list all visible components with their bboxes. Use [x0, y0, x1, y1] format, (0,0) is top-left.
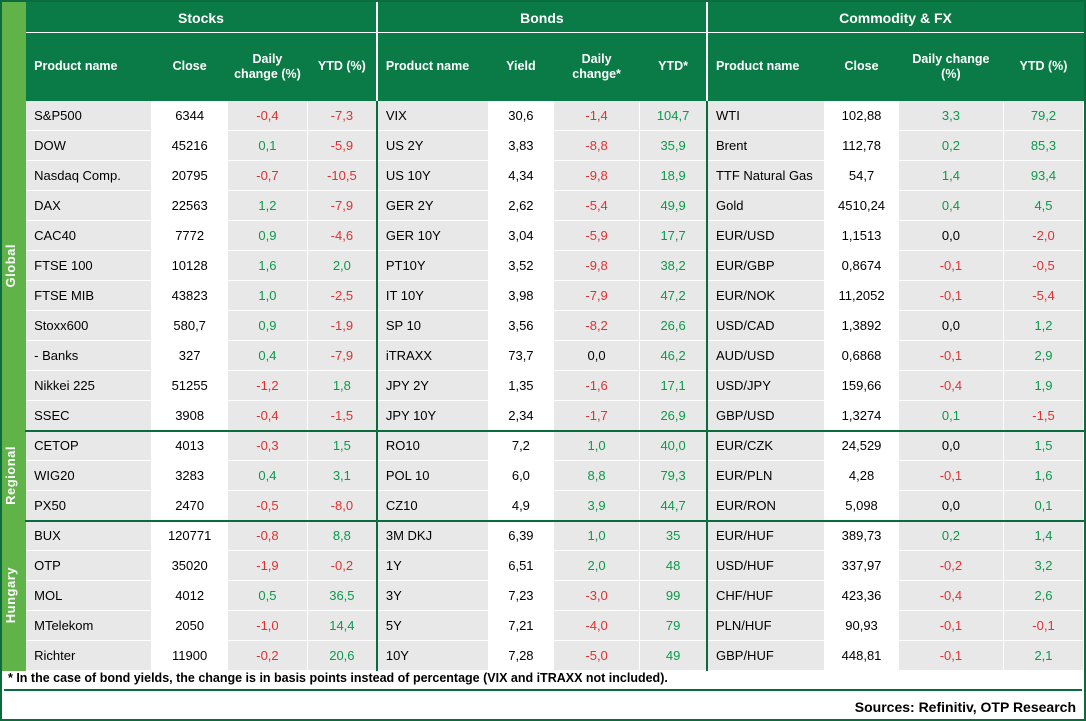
bonds-product-name: 10Y [377, 641, 488, 671]
fx-value: 448,81 [825, 641, 899, 671]
corner-cell [3, 3, 26, 33]
stocks-ytd: 3,1 [307, 461, 376, 491]
fx-ytd: 93,4 [1003, 161, 1083, 191]
stocks-value: 51255 [152, 371, 228, 401]
bonds-daily-change: -9,8 [553, 161, 639, 191]
group-header-row [3, 3, 1084, 33]
group-header-commodity-fx: Commodity & FX [707, 3, 1084, 33]
fx-value: 4,28 [825, 461, 899, 491]
stocks-ytd: 20,6 [307, 641, 376, 671]
bonds-ytd: 104,7 [640, 101, 707, 131]
bonds-ytd: 47,2 [640, 281, 707, 311]
fx-product-name: TTF Natural Gas [707, 161, 825, 191]
stocks-product-name: CAC40 [26, 221, 152, 251]
sources-text: Sources: Refinitiv, OTP Research [854, 699, 1076, 715]
bonds-daily-change: 8,8 [553, 461, 639, 491]
stocks-ytd: -5,9 [307, 131, 376, 161]
stocks-product-name: Nasdaq Comp. [26, 161, 152, 191]
table-row [3, 461, 1084, 491]
bonds-product-name: JPY 2Y [377, 371, 488, 401]
bonds-value: 7,23 [488, 581, 553, 611]
col-fx-ytd: YTD (%) [1003, 33, 1083, 101]
stocks-product-name: Stoxx600 [26, 311, 152, 341]
stocks-product-name: FTSE 100 [26, 251, 152, 281]
table-row [3, 371, 1084, 401]
stocks-value: 2050 [152, 611, 228, 641]
fx-ytd: 1,9 [1003, 371, 1083, 401]
table-row [3, 551, 1084, 581]
bonds-value: 3,98 [488, 281, 553, 311]
bonds-daily-change: 0,0 [553, 341, 639, 371]
fx-daily-change: 3,3 [898, 101, 1003, 131]
table-row [3, 101, 1084, 131]
bonds-value: 4,9 [488, 491, 553, 521]
fx-ytd: -0,5 [1003, 251, 1083, 281]
bonds-value: 7,2 [488, 431, 553, 461]
bonds-ytd: 26,6 [640, 311, 707, 341]
bonds-daily-change: -7,9 [553, 281, 639, 311]
fx-value: 112,78 [825, 131, 899, 161]
fx-product-name: USD/HUF [707, 551, 825, 581]
stocks-daily-change: 0,9 [228, 311, 308, 341]
section-band-regional [3, 431, 26, 521]
stocks-product-name: Nikkei 225 [26, 371, 152, 401]
fx-product-name: AUD/USD [707, 341, 825, 371]
bonds-value: 7,21 [488, 611, 553, 641]
fx-ytd: -5,4 [1003, 281, 1083, 311]
bonds-ytd: 35,9 [640, 131, 707, 161]
table-row [3, 341, 1084, 371]
table-row [3, 491, 1084, 521]
bonds-product-name: RO10 [377, 431, 488, 461]
bonds-value: 3,04 [488, 221, 553, 251]
bonds-value: 6,39 [488, 521, 553, 551]
fx-value: 423,36 [825, 581, 899, 611]
section-band-label: Hungary [3, 567, 18, 624]
stocks-daily-change: -0,7 [228, 161, 308, 191]
bonds-product-name: VIX [377, 101, 488, 131]
fx-daily-change: -0,4 [898, 581, 1003, 611]
stocks-product-name: DAX [26, 191, 152, 221]
fx-daily-change: -0,1 [898, 611, 1003, 641]
stocks-daily-change: -0,4 [228, 401, 308, 431]
stocks-value: 3908 [152, 401, 228, 431]
fx-value: 24,529 [825, 431, 899, 461]
bonds-product-name: 1Y [377, 551, 488, 581]
col-bonds-ytd: YTD* [640, 33, 707, 101]
bonds-product-name: JPY 10Y [377, 401, 488, 431]
fx-ytd: 1,4 [1003, 521, 1083, 551]
bonds-daily-change: -1,7 [553, 401, 639, 431]
stocks-ytd: -4,6 [307, 221, 376, 251]
fx-daily-change: -0,1 [898, 641, 1003, 671]
col-fx-daily-change: Daily change (%) [898, 33, 1003, 101]
stocks-ytd: 8,8 [307, 521, 376, 551]
fx-value: 5,098 [825, 491, 899, 521]
bonds-product-name: GER 10Y [377, 221, 488, 251]
table-row [3, 611, 1084, 641]
footer-divider [4, 689, 1082, 691]
table-row [3, 521, 1084, 551]
fx-value: 1,3892 [825, 311, 899, 341]
bonds-product-name: US 2Y [377, 131, 488, 161]
fx-value: 54,7 [825, 161, 899, 191]
stocks-value: 327 [152, 341, 228, 371]
fx-ytd: 3,2 [1003, 551, 1083, 581]
market-data-table [2, 2, 1084, 671]
stocks-daily-change: 1,2 [228, 191, 308, 221]
bonds-product-name: 3Y [377, 581, 488, 611]
table-row [3, 431, 1084, 461]
table-row [3, 251, 1084, 281]
fx-value: 0,8674 [825, 251, 899, 281]
stocks-value: 20795 [152, 161, 228, 191]
fx-product-name: Brent [707, 131, 825, 161]
stocks-ytd: -7,9 [307, 341, 376, 371]
table-row [3, 581, 1084, 611]
stocks-value: 4012 [152, 581, 228, 611]
fx-ytd: 2,9 [1003, 341, 1083, 371]
stocks-value: 43823 [152, 281, 228, 311]
bonds-ytd: 79 [640, 611, 707, 641]
stocks-daily-change: 0,5 [228, 581, 308, 611]
bonds-daily-change: 2,0 [553, 551, 639, 581]
fx-ytd: -0,1 [1003, 611, 1083, 641]
fx-product-name: EUR/HUF [707, 521, 825, 551]
bonds-value: 1,35 [488, 371, 553, 401]
bonds-product-name: CZ10 [377, 491, 488, 521]
fx-daily-change: 0,0 [898, 431, 1003, 461]
fx-daily-change: 0,0 [898, 221, 1003, 251]
bonds-daily-change: -1,6 [553, 371, 639, 401]
stocks-daily-change: -0,4 [228, 101, 308, 131]
bonds-daily-change: -3,0 [553, 581, 639, 611]
stocks-product-name: SSEC [26, 401, 152, 431]
fx-product-name: CHF/HUF [707, 581, 825, 611]
stocks-daily-change: 0,1 [228, 131, 308, 161]
bonds-ytd: 44,7 [640, 491, 707, 521]
stocks-value: 6344 [152, 101, 228, 131]
bonds-product-name: POL 10 [377, 461, 488, 491]
bonds-daily-change: -8,8 [553, 131, 639, 161]
col-stocks-ytd: YTD (%) [307, 33, 376, 101]
bonds-ytd: 48 [640, 551, 707, 581]
stocks-ytd: -10,5 [307, 161, 376, 191]
fx-value: 4510,24 [825, 191, 899, 221]
bonds-product-name: 3M DKJ [377, 521, 488, 551]
table-row [3, 161, 1084, 191]
bonds-ytd: 38,2 [640, 251, 707, 281]
col-bonds-yield: Yield [488, 33, 553, 101]
fx-ytd: 0,1 [1003, 491, 1083, 521]
fx-product-name: Gold [707, 191, 825, 221]
fx-product-name: EUR/NOK [707, 281, 825, 311]
stocks-product-name: Richter [26, 641, 152, 671]
stocks-daily-change: -1,0 [228, 611, 308, 641]
fx-product-name: USD/CAD [707, 311, 825, 341]
bonds-product-name: IT 10Y [377, 281, 488, 311]
fx-value: 0,6868 [825, 341, 899, 371]
fx-ytd: 2,6 [1003, 581, 1083, 611]
fx-value: 1,1513 [825, 221, 899, 251]
bonds-ytd: 79,3 [640, 461, 707, 491]
fx-product-name: GBP/HUF [707, 641, 825, 671]
fx-ytd: 1,5 [1003, 431, 1083, 461]
fx-daily-change: -0,4 [898, 371, 1003, 401]
fx-daily-change: 0,2 [898, 131, 1003, 161]
stocks-value: 22563 [152, 191, 228, 221]
stocks-ytd: 14,4 [307, 611, 376, 641]
table-row [3, 131, 1084, 161]
bonds-ytd: 35 [640, 521, 707, 551]
bonds-ytd: 49,9 [640, 191, 707, 221]
fx-product-name: GBP/USD [707, 401, 825, 431]
bonds-product-name: SP 10 [377, 311, 488, 341]
section-band-label: Regional [3, 446, 18, 505]
bonds-daily-change: -5,4 [553, 191, 639, 221]
stocks-daily-change: 1,6 [228, 251, 308, 281]
fx-value: 1,3274 [825, 401, 899, 431]
stocks-value: 35020 [152, 551, 228, 581]
fx-ytd: 79,2 [1003, 101, 1083, 131]
stocks-value: 2470 [152, 491, 228, 521]
bonds-value: 6,51 [488, 551, 553, 581]
bonds-ytd: 17,1 [640, 371, 707, 401]
stocks-product-name: OTP [26, 551, 152, 581]
bonds-ytd: 17,7 [640, 221, 707, 251]
bonds-value: 3,56 [488, 311, 553, 341]
stocks-daily-change: -1,9 [228, 551, 308, 581]
bonds-product-name: GER 2Y [377, 191, 488, 221]
fx-product-name: USD/JPY [707, 371, 825, 401]
fx-value: 11,2052 [825, 281, 899, 311]
bonds-value: 3,52 [488, 251, 553, 281]
stocks-daily-change: -1,2 [228, 371, 308, 401]
stocks-ytd: -1,9 [307, 311, 376, 341]
section-band-hungary [3, 521, 26, 671]
bonds-ytd: 99 [640, 581, 707, 611]
fx-product-name: WTI [707, 101, 825, 131]
col-bonds-daily-change: Daily change* [553, 33, 639, 101]
fx-daily-change: 0,0 [898, 311, 1003, 341]
stocks-ytd: 1,8 [307, 371, 376, 401]
stocks-product-name: DOW [26, 131, 152, 161]
bonds-value: 4,34 [488, 161, 553, 191]
stocks-product-name: PX50 [26, 491, 152, 521]
table-body [3, 101, 1084, 671]
table-row [3, 641, 1084, 671]
stocks-value: 7772 [152, 221, 228, 251]
bonds-value: 73,7 [488, 341, 553, 371]
col-stocks-daily-change: Daily change (%) [228, 33, 308, 101]
stocks-product-name: CETOP [26, 431, 152, 461]
col-fx-product-name: Product name [707, 33, 825, 101]
bonds-value: 6,0 [488, 461, 553, 491]
fx-daily-change: 0,4 [898, 191, 1003, 221]
stocks-ytd: -0,2 [307, 551, 376, 581]
col-bonds-product-name: Product name [377, 33, 488, 101]
fx-daily-change: -0,1 [898, 461, 1003, 491]
fx-value: 337,97 [825, 551, 899, 581]
bonds-value: 2,34 [488, 401, 553, 431]
stocks-product-name: BUX [26, 521, 152, 551]
group-header-bonds: Bonds [377, 3, 707, 33]
stocks-value: 4013 [152, 431, 228, 461]
bonds-daily-change: 1,0 [553, 431, 639, 461]
footnote-text: * In the case of bond yields, the change is in basis points instead of percentage (VIX and iTRAXX not included). [8, 671, 668, 685]
bonds-daily-change: -1,4 [553, 101, 639, 131]
bonds-product-name: 5Y [377, 611, 488, 641]
fx-product-name: EUR/CZK [707, 431, 825, 461]
stocks-ytd: 1,5 [307, 431, 376, 461]
fx-value: 389,73 [825, 521, 899, 551]
table-head [3, 3, 1084, 101]
stocks-ytd: -2,5 [307, 281, 376, 311]
fx-daily-change: -0,2 [898, 551, 1003, 581]
bonds-ytd: 18,9 [640, 161, 707, 191]
fx-daily-change: -0,1 [898, 251, 1003, 281]
fx-product-name: EUR/USD [707, 221, 825, 251]
stocks-product-name: - Banks [26, 341, 152, 371]
stocks-daily-change: 0,4 [228, 341, 308, 371]
fx-ytd: 2,1 [1003, 641, 1083, 671]
bonds-value: 2,62 [488, 191, 553, 221]
stocks-daily-change: -0,3 [228, 431, 308, 461]
stocks-ytd: 2,0 [307, 251, 376, 281]
table-row [3, 221, 1084, 251]
bonds-daily-change: 3,9 [553, 491, 639, 521]
fx-value: 159,66 [825, 371, 899, 401]
col-stocks-close: Close [152, 33, 228, 101]
bonds-product-name: PT10Y [377, 251, 488, 281]
stocks-ytd: -1,5 [307, 401, 376, 431]
bonds-daily-change: 1,0 [553, 521, 639, 551]
bonds-daily-change: -5,0 [553, 641, 639, 671]
fx-daily-change: 0,1 [898, 401, 1003, 431]
stocks-ytd: -8,0 [307, 491, 376, 521]
stocks-daily-change: -0,2 [228, 641, 308, 671]
fx-daily-change: -0,1 [898, 281, 1003, 311]
table-row [3, 311, 1084, 341]
fx-product-name: EUR/RON [707, 491, 825, 521]
stocks-value: 11900 [152, 641, 228, 671]
bonds-value: 30,6 [488, 101, 553, 131]
fx-product-name: EUR/GBP [707, 251, 825, 281]
bonds-ytd: 49 [640, 641, 707, 671]
bonds-ytd: 26,9 [640, 401, 707, 431]
bonds-ytd: 40,0 [640, 431, 707, 461]
stocks-value: 3283 [152, 461, 228, 491]
fx-product-name: PLN/HUF [707, 611, 825, 641]
stocks-ytd: -7,9 [307, 191, 376, 221]
fx-value: 90,93 [825, 611, 899, 641]
stocks-value: 45216 [152, 131, 228, 161]
fx-ytd: 1,6 [1003, 461, 1083, 491]
corner-cell-2 [3, 33, 26, 101]
stocks-ytd: 36,5 [307, 581, 376, 611]
stocks-daily-change: 1,0 [228, 281, 308, 311]
fx-ytd: 85,3 [1003, 131, 1083, 161]
fx-ytd: -2,0 [1003, 221, 1083, 251]
stocks-value: 120771 [152, 521, 228, 551]
stocks-product-name: S&P500 [26, 101, 152, 131]
stocks-daily-change: 0,9 [228, 221, 308, 251]
bonds-ytd: 46,2 [640, 341, 707, 371]
table-row [3, 191, 1084, 221]
col-stocks-product-name: Product name [26, 33, 152, 101]
col-fx-close: Close [825, 33, 899, 101]
stocks-ytd: -7,3 [307, 101, 376, 131]
group-header-stocks: Stocks [26, 3, 377, 33]
bonds-daily-change: -4,0 [553, 611, 639, 641]
stocks-daily-change: 0,4 [228, 461, 308, 491]
section-band-label: Global [3, 243, 18, 288]
stocks-daily-change: -0,8 [228, 521, 308, 551]
bonds-daily-change: -8,2 [553, 311, 639, 341]
fx-ytd: 1,2 [1003, 311, 1083, 341]
stocks-daily-change: -0,5 [228, 491, 308, 521]
stocks-value: 580,7 [152, 311, 228, 341]
bonds-daily-change: -9,8 [553, 251, 639, 281]
fx-daily-change: 1,4 [898, 161, 1003, 191]
stocks-product-name: FTSE MIB [26, 281, 152, 311]
stocks-product-name: MOL [26, 581, 152, 611]
stocks-product-name: WIG20 [26, 461, 152, 491]
fx-value: 102,88 [825, 101, 899, 131]
fx-daily-change: -0,1 [898, 341, 1003, 371]
column-header-row [3, 33, 1084, 101]
fx-product-name: EUR/PLN [707, 461, 825, 491]
section-band-global [3, 101, 26, 431]
table-row [3, 401, 1084, 431]
bonds-daily-change: -5,9 [553, 221, 639, 251]
stocks-product-name: MTelekom [26, 611, 152, 641]
fx-ytd: 4,5 [1003, 191, 1083, 221]
fx-daily-change: 0,0 [898, 491, 1003, 521]
bonds-value: 7,28 [488, 641, 553, 671]
bonds-value: 3,83 [488, 131, 553, 161]
fx-ytd: -1,5 [1003, 401, 1083, 431]
table-row [3, 281, 1084, 311]
fx-daily-change: 0,2 [898, 521, 1003, 551]
bonds-product-name: US 10Y [377, 161, 488, 191]
stocks-value: 10128 [152, 251, 228, 281]
bonds-product-name: iTRAXX [377, 341, 488, 371]
